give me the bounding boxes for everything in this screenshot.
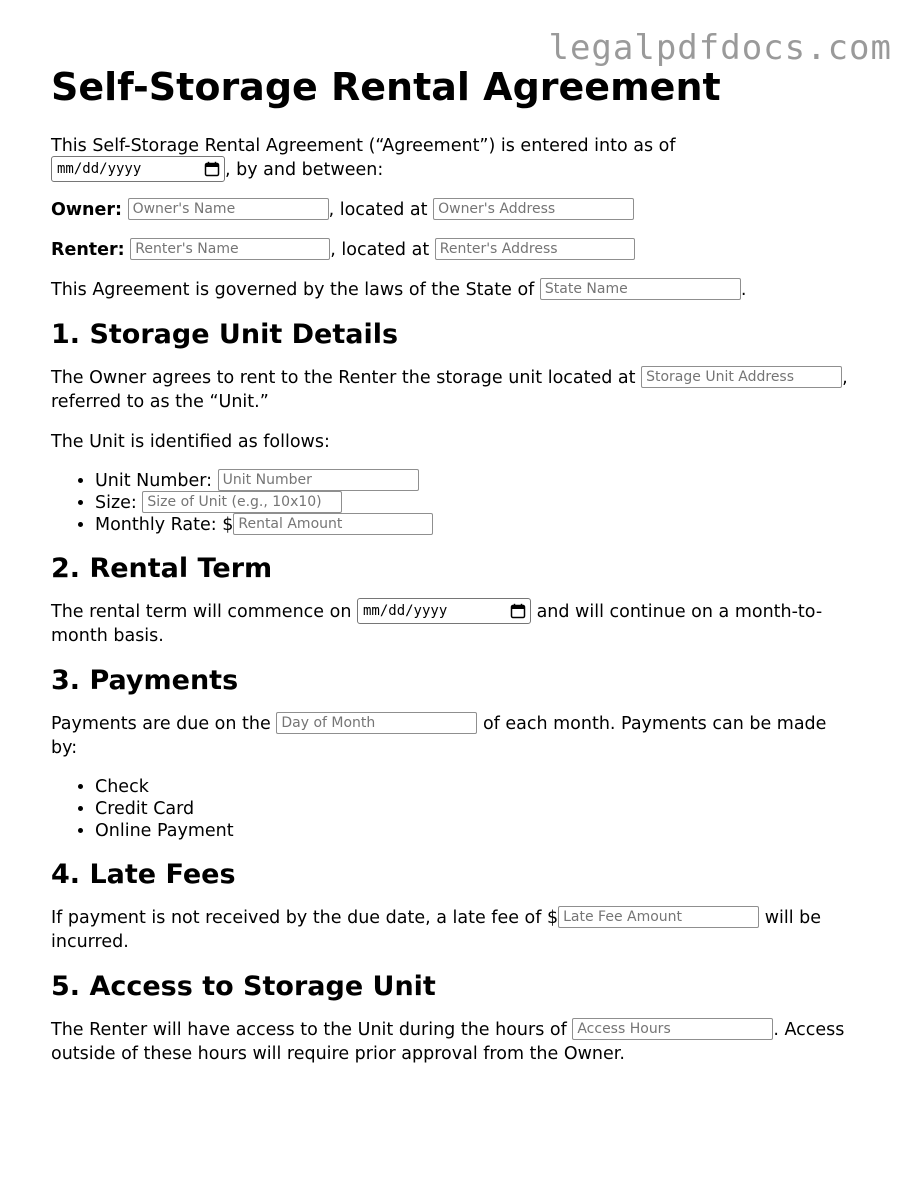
renter-label: Renter: [51, 240, 125, 260]
date-placeholder: mm/dd/yyyy [57, 160, 142, 177]
list-item: • Check [95, 776, 871, 798]
unit-location-text: The Owner agrees to rent to the Renter the storage unit located at [51, 368, 636, 388]
unit-details-list [51, 470, 871, 536]
agreement-date-input[interactable] [51, 156, 225, 182]
renter-name-input[interactable] [130, 238, 330, 260]
renter-located-at: , located at [330, 240, 430, 260]
section-4-heading: 4. Late Fees [51, 859, 236, 890]
access-hours-input[interactable] [572, 1018, 773, 1040]
unit-number-label: Unit Number: [95, 471, 213, 491]
late-fee-amount-input[interactable] [558, 906, 759, 928]
section-1-heading: 1. Storage Unit Details [51, 319, 399, 350]
owner-name-input[interactable] [128, 198, 329, 220]
unit-size-label: Size: [95, 493, 137, 513]
section-3-heading: 3. Payments [51, 665, 239, 696]
intro-text-after: , by and between: [225, 160, 384, 180]
rental-term-paragraph [51, 600, 871, 648]
calendar-icon[interactable] [510, 603, 526, 619]
unit-location-paragraph [51, 366, 871, 414]
list-item: • Online Payment [95, 820, 871, 842]
list-item: • Credit Card [95, 798, 871, 820]
rental-amount-input[interactable] [233, 513, 433, 535]
late-fees-paragraph [51, 906, 871, 954]
owner-label: Owner: [51, 200, 122, 220]
list-item [95, 492, 871, 514]
late-fees-text-2: incurred. [51, 932, 129, 952]
commence-date-input[interactable] [357, 598, 531, 624]
governing-period: . [740, 280, 747, 300]
governing-law-line [51, 278, 871, 302]
unit-size-input[interactable] [142, 491, 342, 513]
rental-term-text-after: and will continue on a month-to- [536, 602, 823, 622]
payment-methods-list [51, 776, 871, 842]
unit-location-comma: , [842, 368, 848, 388]
payments-text-2: by: [51, 738, 78, 758]
owner-line [51, 198, 871, 222]
owner-address-input[interactable] [433, 198, 634, 220]
late-fees-text: If payment is not received by the due date, a late fee of $ [51, 908, 559, 928]
monthly-rate-label: Monthly Rate: $ [95, 515, 234, 535]
state-name-input[interactable] [540, 278, 741, 300]
access-text: The Renter will have access to the Unit during the hours of [51, 1020, 567, 1040]
rental-term-text: The rental term will commence on [51, 602, 352, 622]
access-text-after: . Access [773, 1020, 845, 1040]
rental-term-text-2: month basis. [51, 626, 164, 646]
section-2-heading: 2. Rental Term [51, 553, 273, 584]
section-5-heading: 5. Access to Storage Unit [51, 971, 436, 1002]
payments-text: Payments are due on the [51, 714, 271, 734]
access-text-2: outside of these hours will require prior approval from the Owner. [51, 1044, 625, 1064]
watermark: legalpdfdocs.com [548, 28, 892, 68]
late-fees-text-after: will be [764, 908, 822, 928]
date-placeholder: mm/dd/yyyy [362, 602, 448, 619]
unit-identified-text: The Unit is identified as follows: [51, 432, 330, 452]
intro-text: This Self-Storage Rental Agreement (“Agreement”) is entered into as of [51, 136, 676, 156]
access-paragraph [51, 1018, 871, 1066]
day-of-month-input[interactable] [276, 712, 477, 734]
list-item [95, 470, 871, 492]
page-title: Self-Storage Rental Agreement [51, 65, 721, 109]
unit-location-text-2: referred to as the “Unit.” [51, 392, 269, 412]
payments-text-after: of each month. Payments can be made [482, 714, 827, 734]
governing-text: This Agreement is governed by the laws of the State of [51, 280, 535, 300]
renter-address-input[interactable] [435, 238, 635, 260]
calendar-icon[interactable] [204, 161, 220, 177]
list-item [95, 514, 871, 536]
owner-located-at: , located at [328, 200, 428, 220]
storage-unit-address-input[interactable] [641, 366, 842, 388]
document [51, 64, 871, 1082]
renter-line [51, 238, 871, 262]
intro-paragraph [51, 134, 871, 182]
payments-paragraph [51, 712, 871, 760]
unit-number-input[interactable] [218, 469, 419, 491]
